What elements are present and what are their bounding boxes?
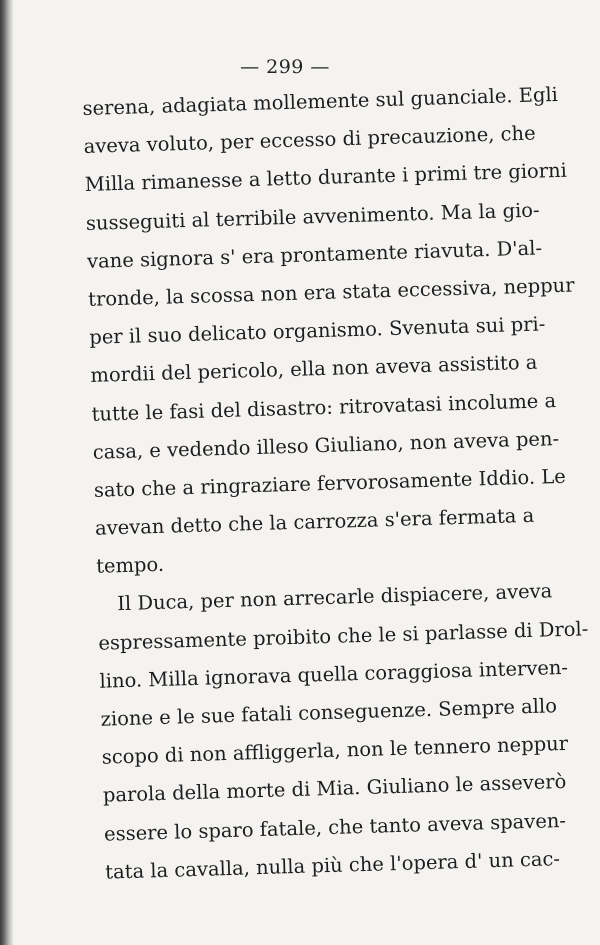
text-line: parola della morte di Mia. Giuliano le asseverò: [102, 770, 567, 808]
text-line: scopo di non affliggerla, non le tennero neppur: [101, 732, 569, 769]
text-line: serena, adagiata mollemente sul guanciale. Egli: [82, 82, 559, 120]
page-number: — 299 —: [240, 56, 330, 78]
text-line: vane signora s' era prontamente riavuta. D'al-: [86, 236, 543, 273]
text-line: tata la cavalla, nulla più che l'opera d' un cac-: [104, 846, 561, 884]
text-line: tempo.: [95, 553, 165, 579]
text-line: sato che a ringraziare fervorosamente Iddio. Le: [93, 464, 567, 502]
text-line: Milla rimanesse a letto durante i primi tre giorni: [84, 159, 568, 197]
text-line: mordii del pericolo, ella non aveva assistito a: [90, 350, 538, 388]
text-line: tronde, la scossa non era stata eccessiva, neppur: [87, 273, 575, 311]
text-line: susseguiti al terribile avvenimento. Ma la gio-: [85, 198, 540, 235]
binding-shadow: [0, 0, 14, 945]
body-text: [82, 77, 589, 891]
text-line: avevan detto che la carrozza s'era fermata a: [94, 503, 535, 540]
text-line: per il suo delicato organismo. Svenuta sui pri-: [89, 312, 546, 350]
text-line: lino. Milla ignorava quella coraggiosa interven-: [99, 655, 569, 693]
text-line: zione e le sue fatali conseguenze. Sempre allo: [100, 694, 558, 731]
text-line: Il Duca, per non arrecarle dispiacere, aveva: [116, 579, 553, 616]
text-line: aveva voluto, per eccesso di precauzione, che: [83, 121, 536, 159]
text-line: essere lo sparo fatale, che tanto aveva spaven-: [103, 808, 567, 846]
text-line: casa, e vedendo illeso Giuliano, non aveva pen-: [92, 426, 560, 464]
text-line: espressamente proibito che le si parlasse di Drol-: [98, 616, 589, 655]
text-line: tutte le fasi del disastro: ritrovatasi incolume a: [91, 388, 557, 426]
